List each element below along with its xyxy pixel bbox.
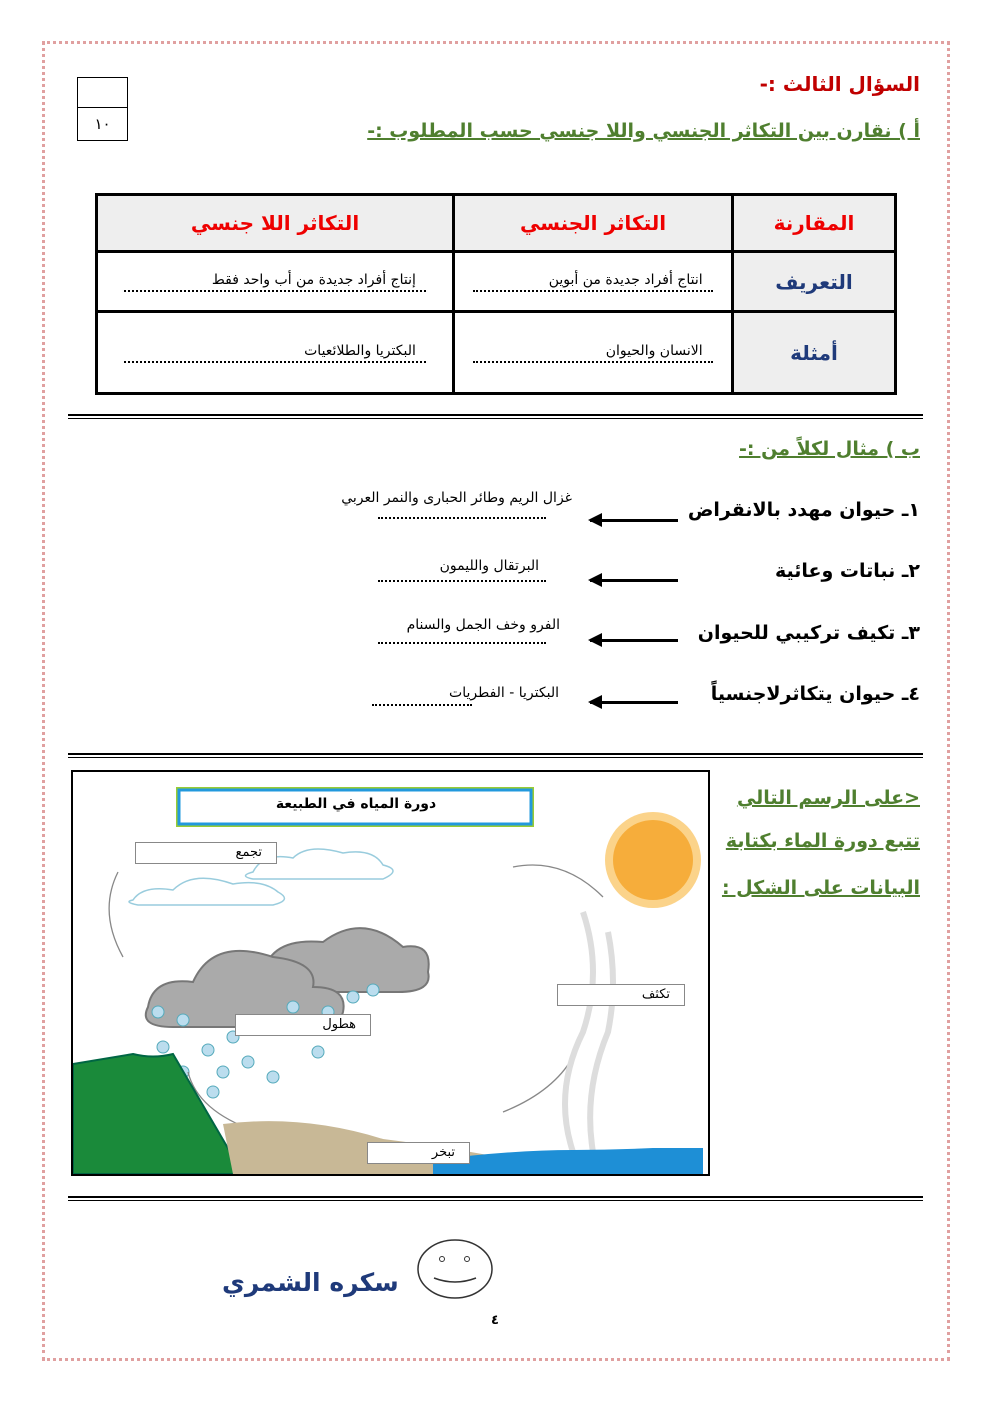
header-sexual: التكاثر الجنسي: [454, 195, 733, 252]
asexual-examples-cell: [97, 312, 454, 394]
prompt-1: ١ـ حيوان مهدد بالانقراض: [687, 499, 920, 521]
sexual-examples: الانسان والحيوان: [473, 343, 712, 363]
divider: [68, 753, 923, 758]
header-asexual: التكاثر اللا جنسي: [97, 195, 454, 252]
arrow-left-icon: [590, 579, 678, 582]
label-condensation: تكثف: [557, 984, 685, 1006]
diagram-title: دورة المياه في الطبيعة: [275, 796, 437, 812]
smiley-icon: [416, 1238, 496, 1300]
part-a-heading: أ ) نقارن بين التكاثر الجنسي واللا جنسي حسب المطلوب :-: [367, 120, 920, 142]
answer-4: البكتريا - الفطريات: [449, 685, 559, 701]
sexual-definition: انتاج أفراد جديدة من أبوين: [473, 272, 712, 292]
label-collection: تجمع: [135, 842, 277, 864]
sun-icon: [605, 812, 701, 908]
author-name: سكره الشمري: [222, 1268, 399, 1297]
answer-line: [372, 704, 472, 706]
page-number: ٤: [491, 1313, 499, 1328]
part-b-heading: ب ) مثال لكلاً من :-: [739, 438, 920, 460]
answer-line: [378, 580, 546, 582]
water-cycle-diagram: [71, 770, 710, 1176]
header-comparison: المقارنة: [733, 195, 896, 252]
asexual-definition: إنتاج أفراد جديدة من أب واحد فقط: [124, 272, 426, 292]
prompt-4: ٤ـ حيوان يتكاثرلاجنسياً: [710, 683, 920, 705]
instruction-line-3: البيانات على الشكل :: [721, 877, 920, 899]
instruction-line-2: تتبع دورة الماء بكتابة: [725, 830, 920, 852]
prompt-3: ٣ـ تكيف تركيبي للحيوان: [697, 622, 920, 644]
score-box: [77, 77, 128, 141]
question-title: السؤال الثالث :-: [759, 72, 920, 96]
label-precipitation: هطول: [235, 1014, 371, 1036]
arrow-left-icon: [590, 639, 678, 642]
divider: [68, 414, 923, 419]
row-label-definition: التعريف: [733, 252, 896, 312]
row-label-examples: أمثلة: [733, 312, 896, 394]
answer-line: [378, 517, 546, 519]
sexual-examples-cell: [454, 312, 733, 394]
answer-line: [378, 642, 546, 644]
comparison-table: [95, 193, 897, 395]
sexual-definition-cell: [454, 252, 733, 312]
asexual-definition-cell: [97, 252, 454, 312]
instruction-line-1: <على الرسم التالي: [736, 787, 920, 809]
asexual-examples: البكتريا والطلائعيات: [124, 343, 426, 363]
score-value: ١٠: [94, 115, 111, 133]
answer-2: البرتقال والليمون: [439, 558, 539, 574]
sea: [433, 1148, 703, 1174]
label-evaporation: تبخر: [367, 1142, 470, 1164]
divider: [68, 1196, 923, 1201]
answer-3: الفرو وخف الجمل والسنام: [406, 617, 560, 633]
arrow-left-icon: [590, 701, 678, 704]
vapor: [565, 912, 613, 1152]
prompt-2: ٢ـ نباتات وعائية: [774, 560, 920, 582]
answer-1: غزال الريم وطائر الحبارى والنمر العربي: [341, 490, 572, 506]
arrow-left-icon: [590, 519, 678, 522]
